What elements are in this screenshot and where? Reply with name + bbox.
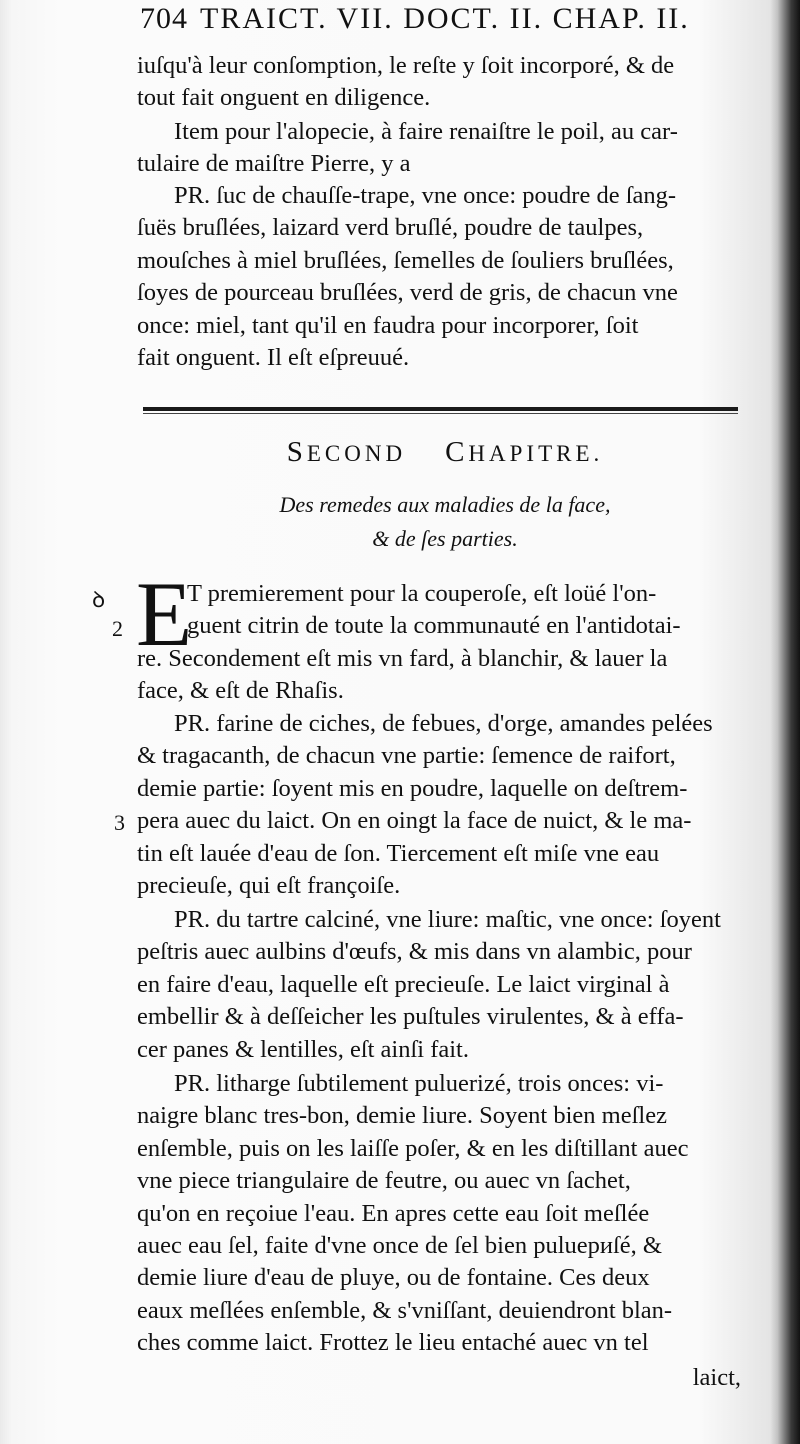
- alopecie-paragraph: [137, 116, 747, 181]
- text-line: precieuſe, qui eſt françoiſe.: [137, 872, 401, 900]
- text-line: face, & eſt de Rhaſis.: [137, 677, 344, 705]
- text-line: PR. farine de ciches, de febues, d'orge, amandes pelées: [174, 710, 713, 737]
- text-line: demie partie: ſoyent mis en poudre, laquelle on deſtrem-: [137, 774, 688, 802]
- divider-thick-line: [143, 407, 738, 411]
- text-line: vne piece triangulaire de feutre, ou auec vn ſachet,: [137, 1167, 631, 1195]
- catchword: laict,: [692, 1364, 741, 1391]
- text-line: guent citrin de toute la communauté en l'antidotai-: [187, 612, 681, 640]
- text-line: eaux meſlées enſemble, & s'vniſſant, deuiendront blan-: [137, 1296, 673, 1324]
- text-line: mouſches à miel bruſlées, ſemelles de ſouliers bruſlées,: [137, 246, 674, 274]
- text-line: re. Secondement eſt mis vn fard, à blanchir, & lauer la: [137, 644, 668, 672]
- opening-paragraph: [137, 578, 747, 708]
- text-line: PR. du tartre calciné, vne liure: maſtic, vne once: ſoyent: [174, 906, 721, 933]
- recipe-paragraph: [137, 1068, 747, 1360]
- text-line: auec eau ſel, faite d'vne once de ſel bien puluериſé, &: [137, 1232, 662, 1260]
- text-line: ſuës bruſlées, laizard verd bruſlé, poudre de taulpes,: [137, 214, 644, 242]
- text-line: Item pour l'alopecie, à faire renaiſtre le poil, au car-: [174, 118, 678, 145]
- text-line: demie liure d'eau de pluye, ou de fontaine. Ces deux: [137, 1264, 650, 1292]
- text-line: en faire d'eau, laquelle eſt precieuſe. Le laict virginal à: [137, 970, 670, 998]
- text-line: ſoyes de pourceau bruſlées, verd de gris, de chacun vne: [137, 279, 678, 307]
- recipe-paragraph: [137, 708, 747, 902]
- text-line: ches comme laict. Frottez le lieu entaché auec vn tel: [137, 1329, 649, 1357]
- text-line: qu'on en reçoiue l'eau. En apres cette eau ſoit meſlée: [137, 1199, 650, 1227]
- section-divider-rule: [143, 404, 738, 414]
- text-line: tin eſt lauée d'eau de ſon. Tiercement eſt miſe vne eau: [137, 839, 660, 867]
- text-line: iuſqu'à leur conſomption, le reſte y ſoit incorporé, & de: [137, 52, 675, 79]
- chapter-title: SECOND CHAPITRE.: [286, 436, 604, 468]
- running-head: [140, 2, 730, 42]
- text-line: cer panes & lentilles, eſt ainſi fait.: [137, 1035, 469, 1063]
- text-line: T premierement pour la couperoſe, eſt loüé l'on-: [187, 580, 657, 607]
- divider-thin-line: [143, 413, 738, 414]
- page-gutter-shadow: [778, 0, 800, 1444]
- recipe-paragraph: [137, 904, 747, 1066]
- text-line: enſemble, puis on les laiſſe poſer, & en les diſtillant auec: [137, 1134, 689, 1162]
- text-line: pera auec du laict. On en oingt la face de nuict, & le ma-: [137, 807, 692, 835]
- top-continuation: [137, 50, 747, 115]
- chapter-subtitle-line-1: Des remedes aux maladies de la face,: [279, 492, 611, 517]
- catchword-line: [137, 1362, 747, 1394]
- text-line: once: miel, tant qu'il en faudra pour incorporer, ſoit: [137, 311, 639, 339]
- recipe-paragraph: [137, 180, 747, 374]
- page-number: 704: [140, 2, 188, 35]
- text-line: & tragacanth, de chacun vne partie: ſemence de raifort,: [137, 742, 676, 770]
- margin-note: 2: [112, 616, 123, 641]
- running-head-title: TRAICT. VII. DOCT. II. CHAP. II.: [200, 2, 690, 35]
- chapter-subtitle-line-2: & de ſes parties.: [372, 526, 518, 551]
- text-line: naigre blanc tres-bon, demie liure. Soyent bien meſlez: [137, 1102, 667, 1130]
- text-line: PR. ſuc de chauſſe-trape, vne once: poudre de ſang-: [174, 182, 677, 209]
- text-line: PR. litharge ſubtilement puluerizé, trois onces: vi-: [174, 1070, 664, 1097]
- drop-capital: E: [136, 563, 193, 665]
- text-line: embellir & à deſſeicher les puſtules virulentes, & à effa-: [137, 1003, 684, 1031]
- text-line: tulaire de maiſtre Pierre, y a: [137, 150, 411, 178]
- text-line: tout fait onguent en diligence.: [137, 84, 431, 112]
- margin-note: 3: [114, 810, 125, 835]
- text-line: fait onguent. Il eſt eſpreuué.: [137, 344, 410, 372]
- margin-note: ꝺ: [92, 587, 106, 612]
- text-line: peſtris auec aulbins d'œufs, & mis dans vn alambic, pour: [137, 938, 692, 966]
